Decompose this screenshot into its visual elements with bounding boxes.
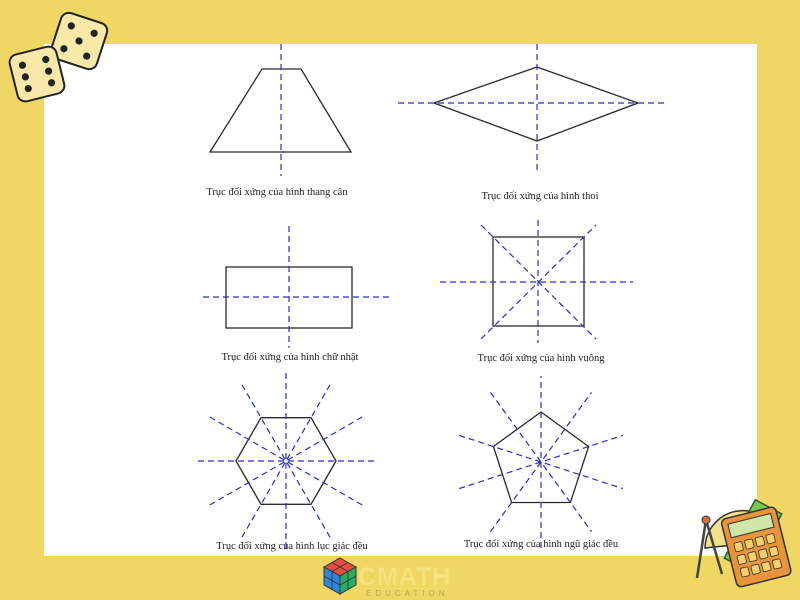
rectangle-caption: Trục đối xứng của hình chữ nhật (221, 352, 359, 363)
calculator-key (737, 554, 747, 565)
calculator-key (751, 564, 761, 575)
trapezoid-caption: Trục đối xứng của hình thang cân (206, 187, 348, 198)
trapezoid-figure (210, 44, 351, 176)
dice-icon (8, 11, 109, 103)
calculator-key (758, 549, 768, 560)
calculator-icon (721, 506, 792, 587)
rhombus-shape (434, 67, 638, 141)
rhombus-caption: Trục đối xứng của hình thoi (481, 191, 599, 202)
pentagon-figure (459, 376, 623, 548)
square-caption: Trục đối xứng của hình vuông (477, 353, 605, 364)
calculator-key (755, 536, 765, 547)
calculator-key (740, 567, 750, 578)
rectangle-figure (203, 226, 390, 348)
hexagon-figure (198, 373, 374, 549)
square-figure (440, 220, 633, 343)
brand-name: CMATH (358, 563, 452, 591)
calculator-key (761, 561, 771, 572)
brand-tagline: EDUCATION (366, 589, 449, 598)
calculator-key (744, 539, 754, 550)
hexagon-caption: Trục đối xứng của hình lục giác đều (216, 541, 368, 552)
pentagon-caption: Trục đối xứng của hình ngũ giác đều (463, 539, 619, 550)
rhombus-figure (398, 44, 668, 170)
calculator-key (772, 559, 782, 570)
calculator-key (748, 551, 758, 562)
calculator-key (769, 546, 779, 557)
rubiks-cube-icon (324, 558, 356, 594)
calculator-key (734, 541, 744, 552)
calculator-key (766, 533, 776, 544)
